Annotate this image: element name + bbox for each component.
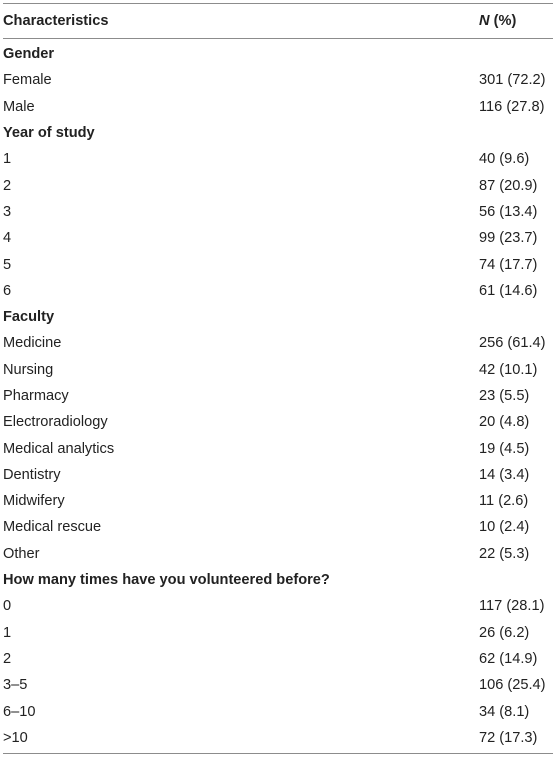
row-label: >10	[3, 729, 28, 746]
row-label: Medical analytics	[3, 440, 115, 457]
table-row	[3, 672, 553, 698]
row-value: 74 (17.7)	[479, 256, 538, 273]
row-label: 3–5	[3, 677, 28, 694]
table-row	[3, 698, 553, 724]
row-value: 22 (5.3)	[479, 545, 530, 562]
table-body	[3, 41, 553, 751]
row-label: Female	[3, 72, 52, 89]
table-bottom-rule	[3, 753, 553, 754]
row-label: Nursing	[3, 361, 54, 378]
row-value: 87 (20.9)	[479, 177, 538, 194]
row-value: 106 (25.4)	[479, 677, 546, 694]
header-n-percent	[479, 13, 553, 29]
table-row	[3, 488, 553, 514]
row-label: 0	[3, 598, 12, 615]
row-value: 301 (72.2)	[479, 72, 546, 89]
section-header-row	[3, 304, 553, 330]
row-label: 2	[3, 650, 12, 667]
row-label: 2	[3, 177, 12, 194]
row-label: Electroradiology	[3, 414, 108, 431]
row-label: Medicine	[3, 335, 62, 352]
row-label: Medical rescue	[3, 519, 102, 536]
section-label: Year of study	[3, 125, 95, 142]
characteristics-table	[0, 3, 556, 754]
table-row	[3, 225, 553, 251]
section-label: How many times have you volunteered before?	[3, 572, 330, 589]
row-label: Pharmacy	[3, 388, 69, 404]
section-header-row	[3, 41, 553, 67]
table-row	[3, 278, 553, 304]
table-row	[3, 383, 553, 409]
table-row	[3, 67, 553, 93]
row-value: 116 (27.8)	[479, 98, 545, 115]
row-label: Male	[3, 98, 35, 115]
row-value: 42 (10.1)	[479, 361, 538, 378]
table-row	[3, 251, 553, 277]
row-label: 1	[3, 624, 12, 641]
row-value: 61 (14.6)	[479, 282, 538, 299]
row-value: 11 (2.6)	[479, 493, 529, 510]
header-characteristics: Characteristics	[3, 13, 109, 29]
section-header-row	[3, 120, 553, 146]
table-row	[3, 172, 553, 198]
table-row	[3, 593, 553, 619]
row-value: 26 (6.2)	[479, 624, 530, 641]
row-label: 6	[3, 282, 12, 299]
row-value: 34 (8.1)	[479, 703, 530, 720]
row-value: 20 (4.8)	[479, 414, 530, 431]
row-label: 3	[3, 203, 12, 220]
row-value: 62 (14.9)	[479, 650, 538, 667]
table-row	[3, 620, 553, 646]
table-row	[3, 409, 553, 435]
table-row	[3, 357, 553, 383]
row-label: Midwifery	[3, 493, 65, 510]
row-value: 40 (9.6)	[479, 151, 530, 168]
table-row	[3, 725, 553, 751]
section-header-row	[3, 567, 553, 593]
table-row	[3, 646, 553, 672]
row-value: 10 (2.4)	[479, 519, 530, 536]
table-row	[3, 199, 553, 225]
row-value: 99 (23.7)	[479, 230, 538, 247]
header-n-label: N	[479, 13, 490, 29]
row-value: 19 (4.5)	[479, 440, 530, 457]
row-label: 5	[3, 256, 12, 273]
row-value: 56 (13.4)	[479, 203, 538, 220]
row-value: 117 (28.1)	[479, 598, 545, 615]
table-row	[3, 94, 553, 120]
row-value: 14 (3.4)	[479, 466, 530, 483]
row-label: 6–10	[3, 703, 36, 720]
table-row	[3, 541, 553, 567]
row-label: Other	[3, 545, 40, 562]
row-value: 23 (5.5)	[479, 388, 530, 404]
table-row	[3, 330, 553, 356]
table-header-row	[3, 4, 553, 38]
row-value: 256 (61.4)	[479, 335, 546, 352]
header-percent-label: (%)	[489, 13, 517, 29]
row-label: Dentistry	[3, 466, 61, 483]
row-value: 72 (17.3)	[479, 729, 538, 746]
row-label: 1	[3, 151, 12, 168]
section-label: Faculty	[3, 309, 55, 326]
table-row	[3, 146, 553, 172]
row-label: 4	[3, 230, 12, 247]
table-row	[3, 514, 553, 540]
table-row	[3, 435, 553, 461]
table-row	[3, 462, 553, 488]
section-label: Gender	[3, 46, 55, 63]
